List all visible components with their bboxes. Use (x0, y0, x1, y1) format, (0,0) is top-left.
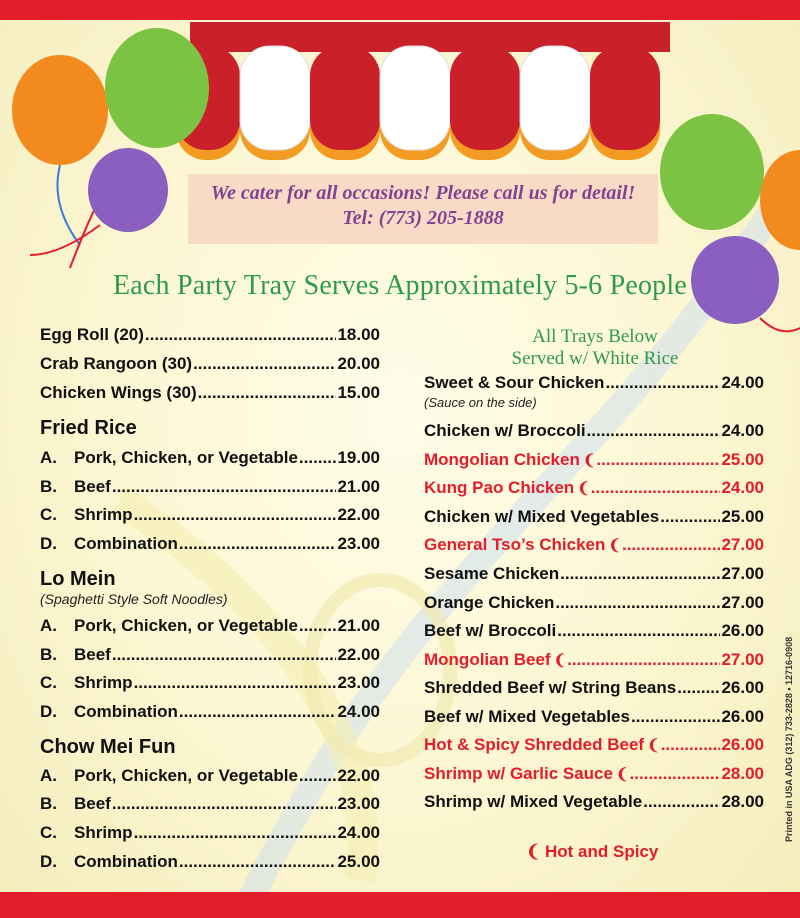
pepper-icon: ❨ (526, 842, 541, 861)
pepper-icon: ❨ (608, 537, 621, 554)
menu-item: Chicken Wings (30) ..... 15.00 (40, 383, 380, 403)
menu-item: A. Pork, Chicken, or Vegetable ..... 19.00 (40, 448, 380, 468)
menu-item: Beef w/ Mixed Vegetables ..... 26.00 (424, 707, 764, 727)
print-credit: Printed in USA ADG (312) 733-2828 • 12716-0908 (784, 636, 794, 842)
catering-message: We cater for all occasions! Please call us for detail! (210, 182, 636, 204)
menu-item: Egg Roll (20) ..... 18.00 (40, 325, 380, 345)
menu-item: B. Beef ..... 22.00 (40, 645, 380, 665)
menu-item: C. Shrimp ..... 22.00 (40, 505, 380, 525)
menu-item: Hot & Spicy Shredded Beef ❨ ..... 26.00 (424, 735, 764, 755)
pepper-icon: ❨ (577, 480, 590, 497)
rice-trays-header: All Trays Below Served w/ White Rice (511, 326, 679, 369)
menu-item: Mongolian Chicken ❨ ..... 25.00 (424, 450, 764, 470)
menu-item: Shrimp w/ Mixed Vegetable ..... 28.00 (424, 792, 764, 812)
pepper-icon: ❨ (615, 766, 629, 783)
menu-item: C. Shrimp ..... 24.00 (40, 823, 380, 843)
serving-size-subtitle: Each Party Tray Serves Approximately 5-6 People (113, 270, 687, 301)
pepper-icon: ❨ (582, 452, 596, 469)
section-title-chow-mei-fun: Chow Mei Fun (40, 736, 176, 758)
menu-item: C. Shrimp ..... 23.00 (40, 673, 380, 693)
menu-item: B. Beef ..... 23.00 (40, 794, 380, 814)
menu-item: Beef w/ Broccoli ..... 26.00 (424, 621, 764, 641)
section-title-fried-rice: Fried Rice (40, 417, 137, 439)
balloon-orange-left (12, 55, 108, 245)
phone-number: Tel: (773) 205-1888 (342, 207, 504, 229)
menu-item: Crab Rangoon (30) ..... 20.00 (40, 354, 380, 374)
awning (176, 22, 670, 160)
lo-mein-note: (Spaghetti Style Soft Noodles) (40, 591, 228, 607)
menu-item: Mongolian Beef ❨ ..... 27.00 (424, 650, 764, 670)
balloon-green-right (660, 114, 764, 230)
menu-item: Sweet & Sour Chicken ..... 24.00 (424, 373, 764, 393)
catering-banner (188, 174, 658, 244)
menu-item: Kung Pao Chicken ❨ ..... 24.00 (424, 478, 764, 498)
section-title-lo-mein: Lo Mein (40, 568, 116, 590)
pepper-icon: ❨ (647, 737, 660, 754)
pepper-icon: ❨ (553, 652, 567, 669)
menu-item: A. Pork, Chicken, or Vegetable ..... 22.00 (40, 766, 380, 786)
menu-item: Sesame Chicken ..... 27.00 (424, 564, 764, 584)
menu-item: Shredded Beef w/ String Beans ..... 26.00 (424, 678, 764, 698)
menu-item: Chicken w/ Mixed Vegetables ..... 25.00 (424, 507, 764, 527)
menu-item: D. Combination ..... 25.00 (40, 852, 380, 872)
menu-item: Shrimp w/ Garlic Sauce ❨ ..... 28.00 (424, 764, 764, 784)
menu-item: B. Beef ..... 21.00 (40, 477, 380, 497)
menu-item: D. Combination ..... 24.00 (40, 702, 380, 722)
menu-item: D. Combination ..... 23.00 (40, 534, 380, 554)
balloon-purple-left (30, 148, 168, 255)
menu-item: Chicken w/ Broccoli ..... 24.00 (424, 421, 764, 441)
menu-item: General Tso’s Chicken ❨ ..... 27.00 (424, 535, 764, 555)
item-note: (Sauce on the side) (424, 395, 537, 410)
bottom-red-border (0, 892, 800, 918)
menu-item: A. Pork, Chicken, or Vegetable ..... 21.00 (40, 616, 380, 636)
spicy-legend: ❨ Hot and Spicy (526, 842, 659, 861)
menu-item: Orange Chicken ..... 27.00 (424, 593, 764, 613)
